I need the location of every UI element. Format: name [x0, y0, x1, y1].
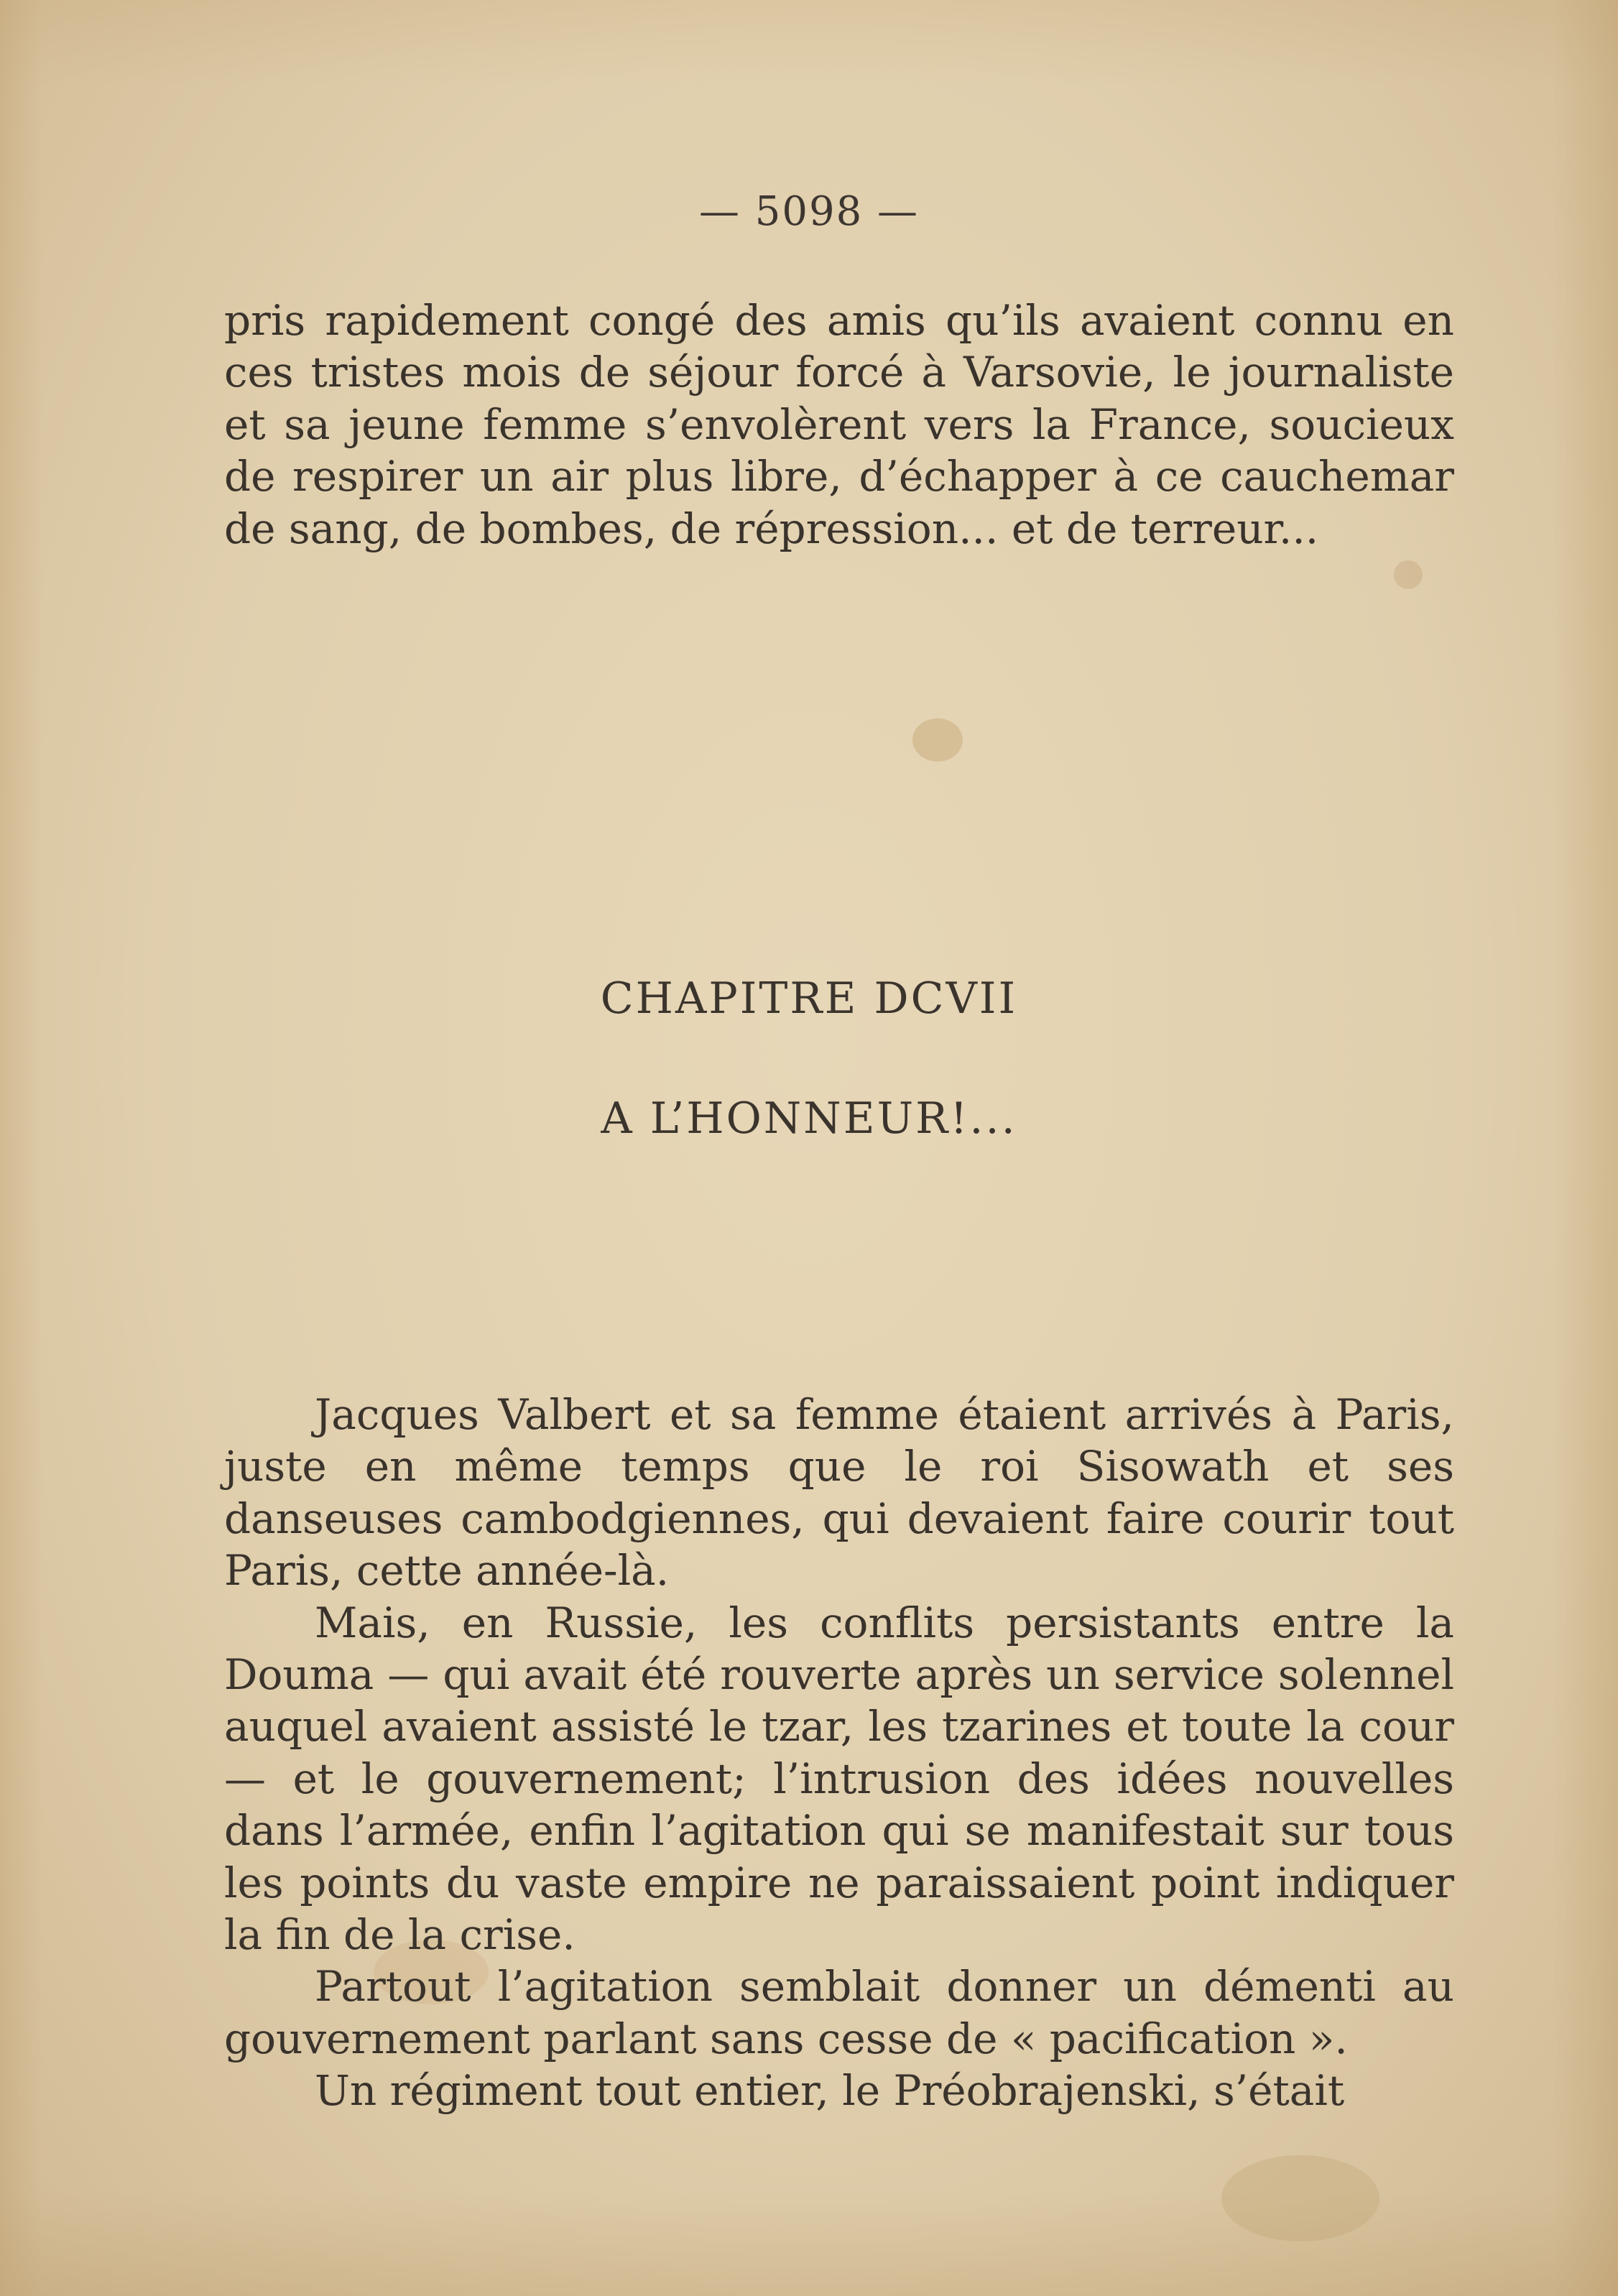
paper-stain: [1394, 560, 1423, 589]
paper-stain: [1221, 2155, 1379, 2241]
paper-stain: [912, 718, 963, 762]
chapter-number: CHAPITRE DCVII: [600, 973, 1018, 1024]
paragraph: Jacques Valbert et sa femme étaient arrivés à Paris, juste en même temps que le roi Sisowath et ses danseuses cambodgiennes, qui devaient faire courir tout Paris, cette année-là.: [224, 1390, 1454, 1596]
paragraph: Partout l’agitation semblait donner un démenti au gouvernement parlant sans cesse de « pacification ».: [224, 1962, 1454, 2063]
chapter-title: A L’HONNEUR!...: [601, 1093, 1017, 1144]
paragraph: Un régiment tout entier, le Préobrajenski, s’était: [315, 2066, 1345, 2116]
chapter-body: [224, 1389, 1454, 2117]
page-number: — 5098 —: [698, 188, 920, 235]
paragraph: Mais, en Russie, les conflits persistants entre la Douma — qui avait été rouverte après un service solennel auquel avaient assisté le tzar, les tzarines et toute la cour — et le gouvernement; l’intrusion des idées nouvelles dans l’armée, enfin l’agitation qui se manifestait sur tous les points du vaste empire ne paraissaient point indiquer la fin de la crise.: [224, 1598, 1454, 1960]
paragraph: pris rapidement congé des amis qu’ils avaient connu en ces tristes mois de séjour forcé à Varsovie, le journaliste et sa jeune femme s’envolèrent vers la France, soucieux de respirer un air plus libre, d’échapper à ce cauchemar de sang, de bombes, de répression... et de terreur...: [224, 296, 1454, 553]
continuation-paragraph: [224, 295, 1454, 555]
